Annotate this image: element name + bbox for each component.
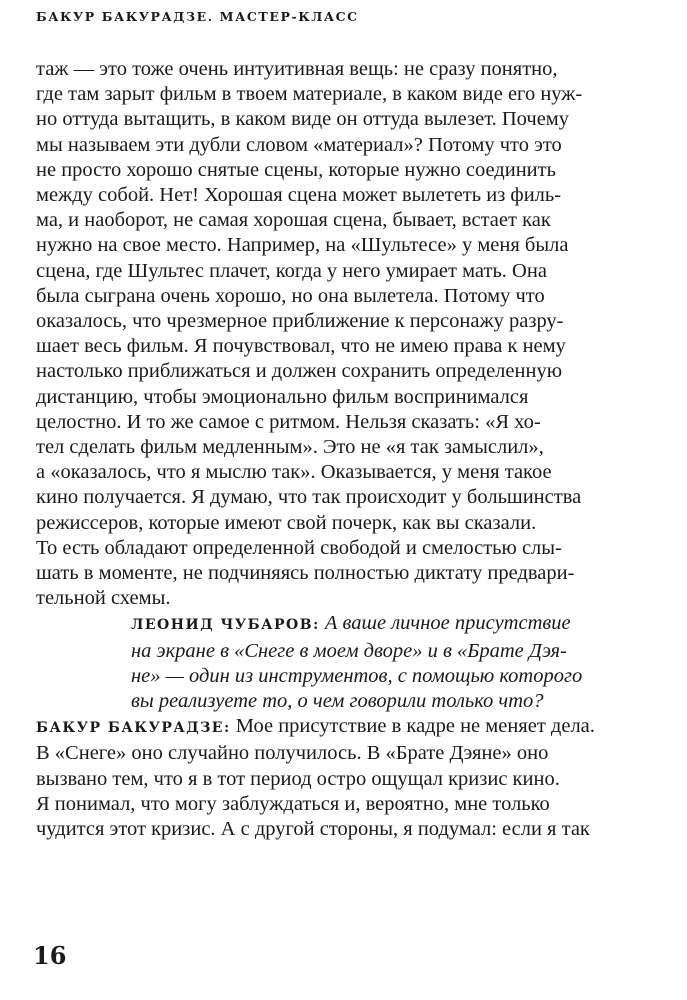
text-line: оказалось, что чрезмерное приближение к персонажу разру- (36, 310, 564, 333)
text-line: шать в моменте, не подчиняясь полностью диктату предвари- (36, 562, 575, 585)
page-body (36, 57, 676, 842)
text-line: Я понимал, что могу заблуждаться и, вероятно, мне только (36, 792, 550, 815)
question-first-line (36, 611, 676, 638)
text-line: где там зарыт фильм в твоем материале, в каком виде его нуж- (36, 83, 583, 106)
text-line: чудится этот кризис. А с другой стороны, я подумал: если я так (36, 818, 590, 841)
speaker-leonid-chubarov: ЛЕОНИД ЧУБАРОВ: (131, 617, 320, 634)
text-line: шает весь фильм. Я почувствовал, что не имею права к нему (36, 335, 566, 358)
interviewer-question (36, 611, 676, 714)
text-line: тел сделать фильм медленным». Это не «я так замыслил», (36, 436, 544, 459)
text-line: режиссеров, которые имеют свой почерк, как вы сказали. (36, 511, 537, 534)
text-line: тельной схемы. (36, 587, 171, 610)
question-line: вы реализуете то, о чем говорили только что? (131, 690, 544, 713)
text-line: То есть обладают определенной свободой и смелостью слы- (36, 536, 562, 559)
text-line: между собой. Нет! Хорошая сцена может вылететь из филь- (36, 184, 562, 207)
text-line: кино получается. Я думаю, что так происходит у большинства (36, 486, 582, 509)
answer (36, 714, 676, 842)
text-line: нужно на свое место. Например, на «Шультесе» у меня была (36, 234, 569, 257)
question-line: на экране в «Снеге в моем дворе» и в «Брате Дэя- (131, 639, 567, 662)
answer-text-start: Мое присутствие в кадре не меняет дела. (235, 715, 595, 738)
running-head: БАКУР БАКУРАДЗЕ. МАСТЕР-КЛАСС (36, 9, 359, 24)
answer-first-line (36, 714, 676, 741)
text-line: целостно. И то же самое с ритмом. Нельзя сказать: «Я хо- (36, 410, 541, 433)
text-line: таж — это тоже очень интуитивная вещь: не сразу понятно, (36, 58, 558, 80)
text-line: а «оказалось, что я мыслю так». Оказывается, у меня такое (36, 461, 552, 484)
text-line: но оттуда вытащить, в каком виде он оттуда вылезет. Почему (36, 108, 570, 131)
text-line: В «Снеге» оно случайно получилось. В «Брате Дэяне» оно (36, 742, 549, 765)
text-line: дистанцию, чтобы эмоционально фильм воспринимался (36, 385, 529, 408)
speaker-bakur-bakuradze: БАКУР БАКУРАДЗЕ: (36, 720, 231, 737)
text-line: сцена, где Шультес плачет, когда у него умирает мать. Она (36, 259, 547, 282)
paragraph-1 (36, 57, 676, 611)
text-line: была сыграна очень хорошо, но она вылетела. Потому что (36, 284, 545, 307)
question-line: не» — один из инструментов, с помощью которого (131, 664, 583, 687)
question-text-start: А ваше личное присутствие (324, 612, 571, 635)
page-number: 16 (33, 941, 67, 970)
text-line: не просто хорошо снятые сцены, которые нужно соединить (36, 158, 556, 181)
text-line: мы называем эти дубли словом «материал»? Потому что это (36, 133, 562, 156)
text-line: настолько приближаться и должен сохранить определенную (36, 360, 563, 383)
text-line: ма, и наоборот, не самая хорошая сцена, бывает, встает как (36, 209, 551, 232)
text-line: вызвано тем, что я в тот период остро ощущал кризис кино. (36, 767, 560, 790)
